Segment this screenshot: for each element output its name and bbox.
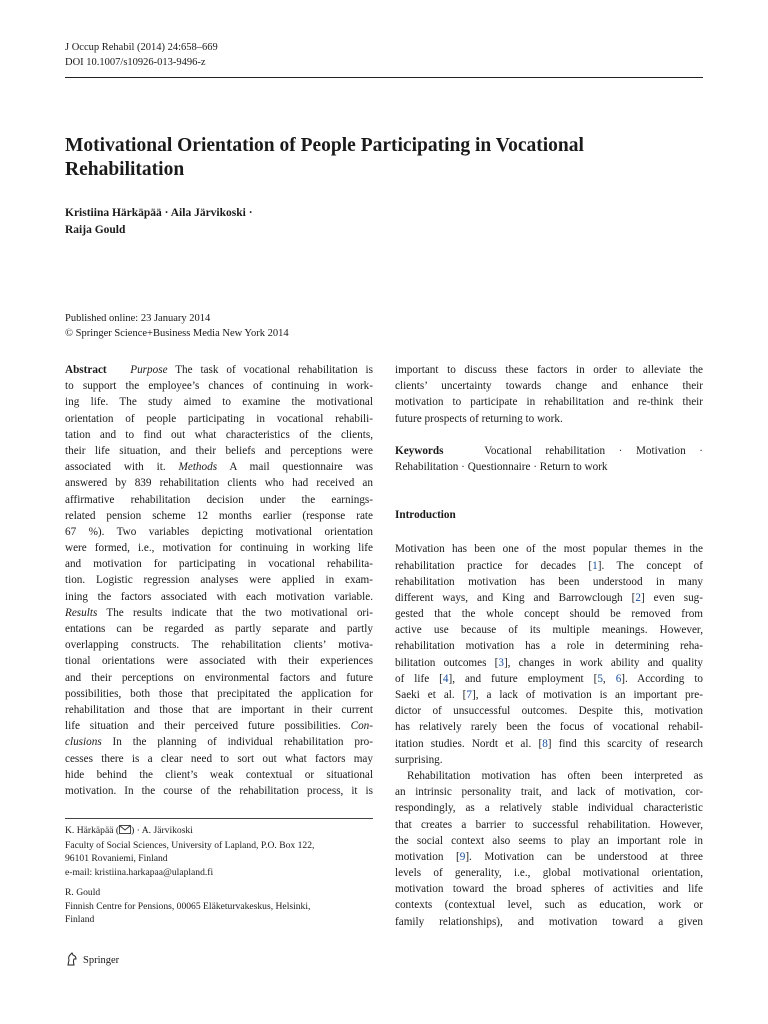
paragraph-line: Motivation has been one of the most popular themes in the: [395, 543, 703, 556]
abstract-heading: Abstract: [65, 364, 107, 376]
abstract-text: life situation and their perceived future possibilities.: [65, 720, 341, 733]
author-list: [65, 205, 465, 239]
author-line: Kristiina Härkäpää · Aila Järvikoski ·: [65, 207, 253, 219]
text-span: different ways, and King and Barrowclough [: [395, 591, 636, 604]
affiliation-line: Finland: [65, 914, 95, 925]
conclusions-label: clusions: [65, 736, 102, 749]
abstract-line: hide behind the client’s weak contextual or situational: [65, 768, 373, 781]
abstract-line: and their perceptions on environmental factors and future: [65, 671, 373, 684]
abstract-line: [65, 734, 373, 750]
text-span: ]. The concept of: [597, 559, 703, 572]
affiliation-authors: [65, 824, 373, 839]
paragraph-line: gested that the whole concept should be removed from: [395, 608, 703, 621]
paragraph-line: motivation toward the broad spheres of activities and life: [395, 883, 703, 896]
publisher-footer: [65, 952, 119, 969]
text-span: ]. According to: [621, 672, 703, 685]
text-span: itation studies. Nordt et al. [: [395, 737, 543, 750]
abstract-line: tation and to find out what characteristics of the clients,: [65, 428, 373, 441]
paragraph-line: [395, 687, 703, 703]
keywords-heading: Keywords: [395, 444, 444, 457]
text-span: rehabilitation practice for decades [: [395, 559, 593, 572]
affiliation-name: ) · A. Järvikoski: [131, 825, 193, 836]
abstract-line: [65, 459, 373, 475]
abstract-line: cesses there is a clear need to sort out what factors may: [65, 752, 373, 765]
citation-link[interactable]: 2: [635, 591, 641, 604]
publisher-name: Springer: [83, 955, 120, 966]
title-line: Motivational Orientation of People Participating in Vocational: [65, 135, 584, 156]
citation-link[interactable]: 3: [498, 656, 504, 669]
text-span: ], a lack of motivation is an important pre-: [471, 689, 703, 702]
abstract-line: ing life. The study aimed to examine the motivational: [65, 396, 373, 409]
abstract-line: 67 %). Two variables depicting motivational orientation: [65, 525, 373, 538]
results-label: Results: [65, 606, 98, 619]
journal-citation: J Occup Rehabil (2014) 24:658–669: [65, 42, 218, 53]
text-span: motivation [: [395, 850, 460, 863]
purpose-label: Purpose: [130, 364, 168, 376]
abstract-line: and motivation for participating in vocational rehabilita-: [65, 558, 373, 571]
abstract-text: associated with it.: [65, 461, 166, 474]
springer-horse-icon: [65, 952, 79, 969]
intro-paragraph-2: [395, 768, 703, 930]
text-span: bilitation outcomes [: [395, 656, 499, 669]
published-date: Published online: 23 January 2014: [65, 313, 211, 324]
footnote-rule: [65, 818, 373, 819]
text-span: of life [: [395, 672, 443, 685]
paragraph-line: contexts (contextual level, such as education, work or: [395, 899, 703, 912]
conclusions-label: Con-: [350, 720, 373, 733]
text-span: ], and future employment [: [448, 672, 598, 685]
abstract-line: orientation of people participating in vocational rehabili-: [65, 412, 373, 425]
abstract-line: motivation to participate in rehabilitation and re-think their: [395, 396, 703, 409]
abstract-line: their life situation, and their beliefs and perceptions were: [65, 444, 373, 457]
keywords-line: Rehabilitation · Questionnaire · Return to work: [395, 460, 608, 473]
right-column: [395, 362, 703, 930]
citation-link[interactable]: 1: [592, 559, 598, 572]
abstract-line: motivation. In the course of the rehabilitation process, it is: [65, 784, 373, 797]
journal-header: [65, 40, 218, 70]
abstract-line: tion. Logistic regression analyses were applied in exam-: [65, 574, 373, 587]
publication-info: [65, 311, 289, 341]
paragraph-line: [395, 655, 703, 671]
affiliation-line: Faculty of Social Sciences, University of Lapland, P.O. Box 122,: [65, 839, 315, 851]
methods-label: Methods: [178, 461, 218, 474]
abstract-line: related pension scheme 12 months earlier (response rate: [65, 509, 373, 522]
abstract-text: A mail questionnaire was: [217, 461, 373, 474]
paragraph-line: dictor of unsuccessful outcomes. Despite this, motivation: [395, 705, 703, 718]
abstract-line: future prospects of returning to work.: [395, 412, 563, 425]
abstract-text: The task of vocational rehabilitation is: [167, 364, 373, 376]
paragraph-line: rehabilitation motivation has a role in determining reha-: [395, 640, 703, 653]
email-link[interactable]: e-mail: kristiina.harkapaa@ulapland.fi: [65, 866, 214, 878]
envelope-icon[interactable]: [119, 825, 131, 839]
abstract: [65, 362, 373, 799]
abstract-line: were formed, i.e., motivation for continuing in working life: [65, 542, 373, 555]
abstract-line: overlapping constructs. The rehabilitation clients’ motiva-: [65, 639, 373, 652]
abstract-line: possibilities, both those that precipitated the application for: [65, 687, 373, 700]
abstract-line: answered by 839 rehabilitation clients who had received an: [65, 477, 373, 490]
intro-paragraph-1: [395, 541, 703, 768]
paragraph-line: levels of generality, i.e., global motivational orientation,: [395, 867, 703, 880]
paragraph-line: an intrinsic personality trait, and lack of motivation, cor-: [395, 786, 703, 799]
paragraph-line: [395, 849, 703, 865]
text-span: ,: [602, 672, 616, 685]
text-span: ], changes in work ability and quality: [503, 656, 703, 669]
paragraph-line: [395, 736, 703, 752]
abstract-line: [65, 362, 373, 378]
affiliations: [65, 824, 373, 927]
author-line: Raija Gould: [65, 224, 126, 236]
abstract-line: entations can be regarded as partly separate and partly: [65, 623, 373, 635]
paragraph-line: rehabilitation motivation has been understood in many: [395, 575, 703, 588]
header-rule: [65, 77, 703, 78]
citation-link[interactable]: 5: [597, 672, 603, 685]
paragraph-line: [395, 558, 703, 574]
abstract-line: clients’ uncertainty towards change and enhance their: [395, 380, 703, 393]
doi[interactable]: DOI 10.1007/s10926-013-9496-z: [65, 57, 206, 68]
abstract-line: tional orientations were associated with their experiences: [65, 655, 373, 668]
citation-link[interactable]: 7: [466, 689, 472, 702]
paragraph-line: Rehabilitation motivation has often been interpreted as: [407, 769, 703, 782]
text-span: ]. Motivation can be understood at three: [465, 850, 703, 863]
abstract-line: [65, 605, 373, 621]
title-line: Rehabilitation: [65, 159, 185, 180]
paragraph-line: has relatively rarely been the focus of vocational rehabil-: [395, 721, 703, 734]
text-span: ] even sug-: [640, 591, 703, 604]
paragraph-line: surprising.: [395, 753, 443, 766]
affiliation-authors: R. Gould: [65, 887, 101, 898]
paragraph-line: [395, 671, 703, 687]
article-title: [65, 134, 703, 182]
citation-link[interactable]: 9: [459, 850, 466, 863]
keywords: [395, 443, 703, 475]
affiliation-line: Finnish Centre for Pensions, 00065 Eläketurvakeskus, Helsinki,: [65, 900, 311, 912]
keywords-line: [395, 443, 703, 459]
paragraph-line: respondingly, as a relatively stable individual characteristic: [395, 802, 703, 815]
abstract-line: important to discuss these factors in order to alleviate the: [395, 364, 703, 376]
text-span: ] find this scarcity of research: [547, 737, 703, 750]
abstract-line: [65, 718, 373, 734]
abstract-text: In the planning of individual rehabilitation pro-: [101, 736, 373, 749]
affiliation-name: K. Härkäpää (: [65, 825, 120, 836]
citation-link[interactable]: 8: [542, 737, 548, 750]
paragraph-line: [395, 590, 703, 606]
abstract-line: ining the factors associated with each motivation variable.: [65, 590, 373, 603]
citation-link[interactable]: 6: [615, 672, 622, 685]
affiliation-line: 96101 Rovaniemi, Finland: [65, 853, 168, 864]
paragraph-line: that creates a barrier to successful rehabilitation. However,: [395, 818, 703, 831]
paragraph-line: family relationships), and motivation toward a given: [395, 915, 703, 928]
paragraph-line: the social context also seems to play an important role in: [395, 834, 703, 847]
citation-link[interactable]: 4: [442, 672, 449, 685]
paragraph-line: active use because of its multiple meanings. However,: [395, 624, 703, 637]
section-heading-introduction: Introduction: [395, 509, 456, 522]
abstract-line: to support the employee’s chances of continuing in work-: [65, 380, 373, 393]
abstract-line: affirmative rehabilitation decision under the earnings-: [65, 493, 373, 506]
keywords-text: Vocational rehabilitation · Motivation ·: [484, 444, 703, 457]
abstract-text: The results indicate that the two motivational ori-: [97, 606, 373, 619]
text-span: Saeki et al. [: [395, 689, 467, 702]
copyright: © Springer Science+Business Media New York 2014: [65, 328, 289, 339]
abstract-line: rehabilitation and those that are important in their current: [65, 703, 373, 716]
